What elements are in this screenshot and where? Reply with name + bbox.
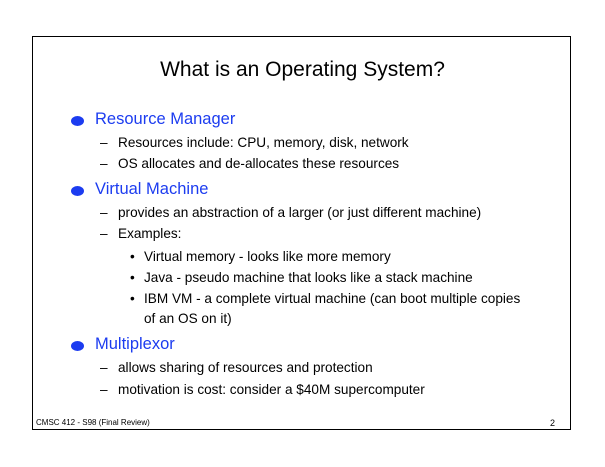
slide-title: What is an Operating System? xyxy=(160,58,445,81)
footer-course-label: CMSC 412 - S98 (Final Review) xyxy=(36,418,150,427)
list-item: Resources include: CPU, memory, disk, network xyxy=(118,135,409,150)
sub-list-item: Virtual memory - looks like more memory xyxy=(144,249,391,264)
bullet-icon xyxy=(71,341,84,351)
dash-icon: – xyxy=(100,135,108,150)
sub-list-item: Java - pseudo machine that looks like a stack machine xyxy=(144,270,473,285)
list-item: Examples: xyxy=(118,226,182,241)
dash-icon: – xyxy=(100,156,108,171)
dot-icon: • xyxy=(130,249,135,264)
bullet-icon xyxy=(71,186,84,196)
dot-icon: • xyxy=(130,291,135,306)
dash-icon: – xyxy=(100,382,108,397)
list-item: OS allocates and de-allocates these resources xyxy=(118,156,400,171)
section-heading-multiplexor: Multiplexor xyxy=(95,335,175,353)
section-heading-virtual-machine: Virtual Machine xyxy=(95,180,209,198)
sub-list-item: IBM VM - a complete virtual machine (can boot multiple copies of an OS on it) xyxy=(144,291,521,326)
dot-icon: • xyxy=(130,270,135,285)
section-heading-resource-manager: Resource Manager xyxy=(95,110,236,128)
dash-icon: – xyxy=(100,205,108,220)
dash-icon: – xyxy=(100,226,108,241)
bullet-icon xyxy=(71,116,84,126)
page-number: 2 xyxy=(549,418,555,428)
list-item: provides an abstraction of a larger (or just different machine) xyxy=(118,205,482,220)
dash-icon: – xyxy=(100,360,108,375)
list-item: motivation is cost: consider a $40M supercomputer xyxy=(118,382,425,397)
list-item: allows sharing of resources and protection xyxy=(118,360,373,375)
